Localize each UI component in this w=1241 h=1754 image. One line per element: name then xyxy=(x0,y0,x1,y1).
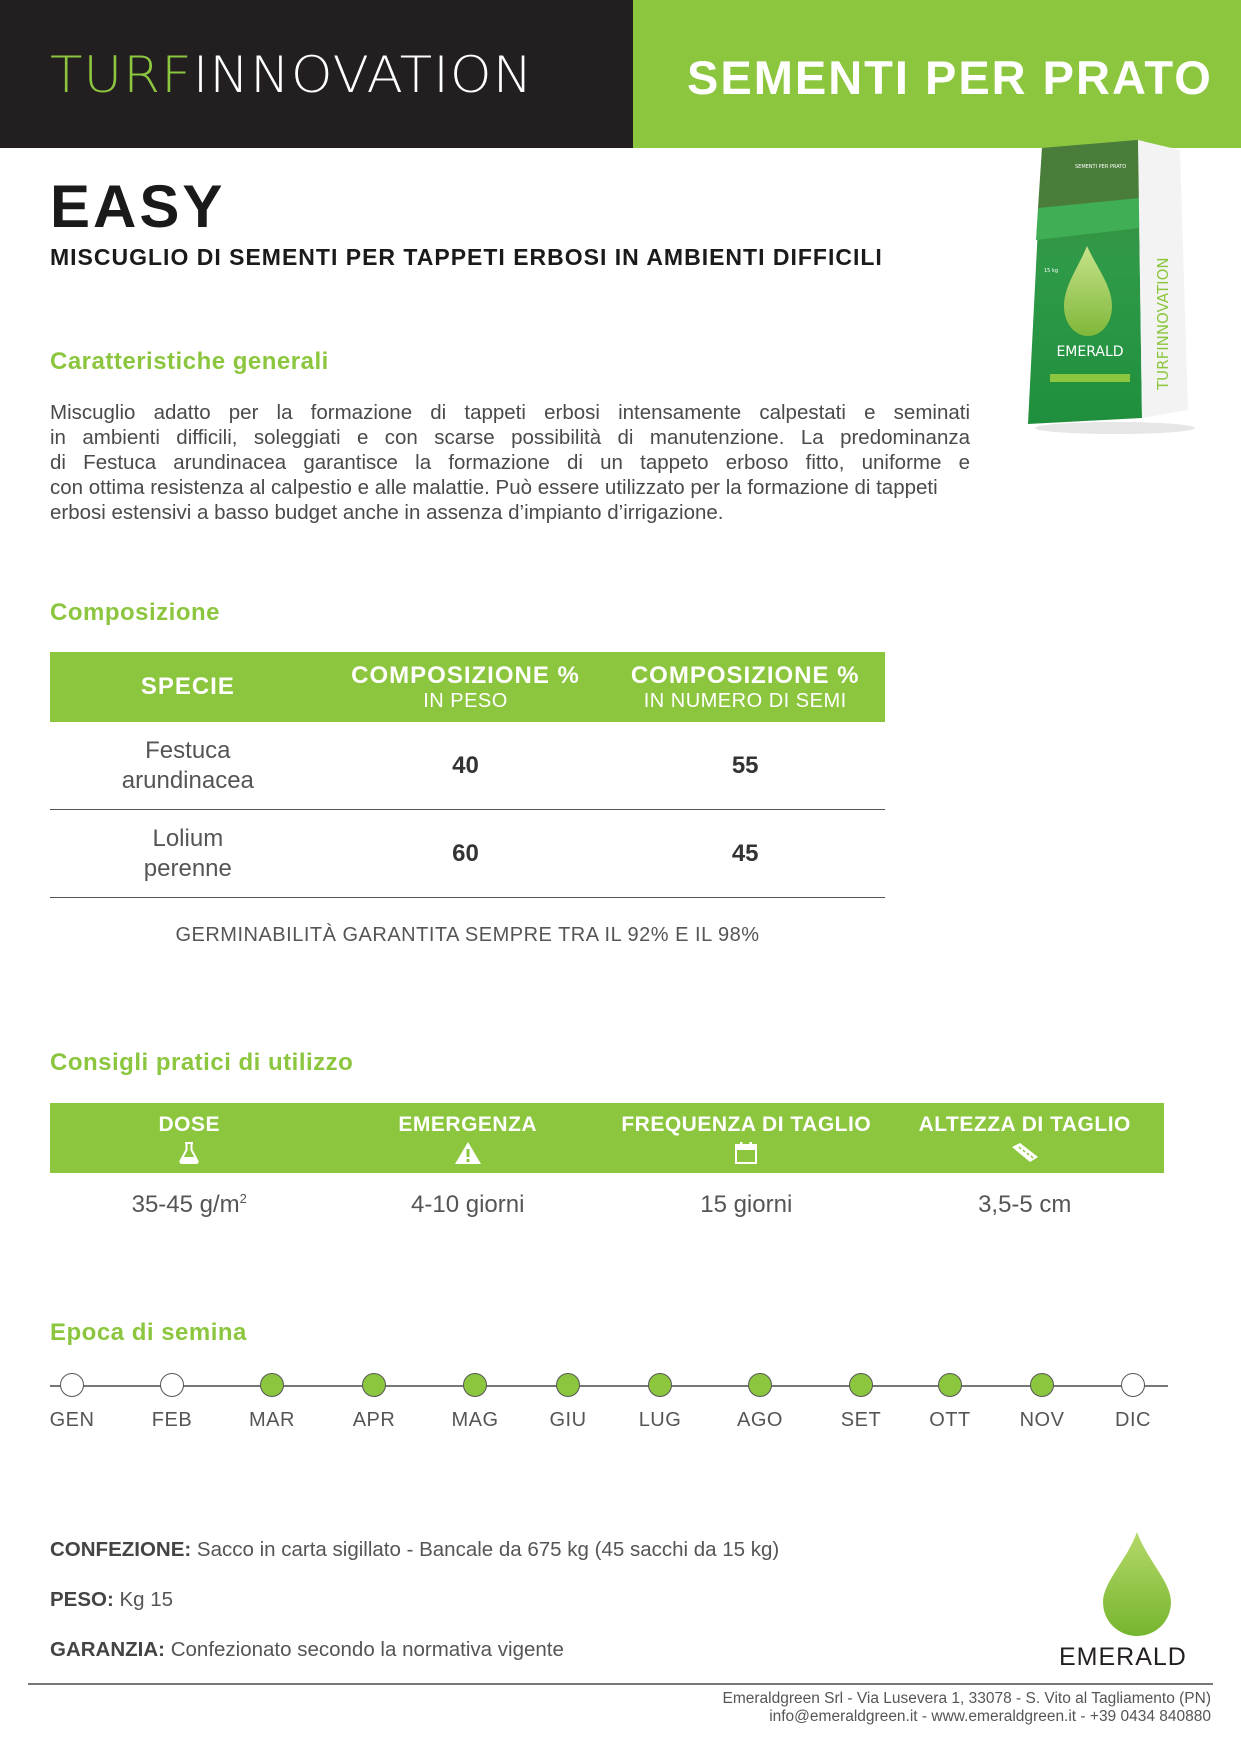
tip-height-header xyxy=(886,1103,1165,1173)
month-dot xyxy=(160,1373,184,1397)
month-label: APR xyxy=(352,1409,396,1431)
turfinnovation-logo xyxy=(50,46,533,104)
tips-table xyxy=(50,1103,1164,1219)
header-seeds-main: COMPOSIZIONE % xyxy=(630,661,860,689)
warning-icon xyxy=(454,1141,482,1165)
tip-dose-value xyxy=(50,1191,329,1219)
month-label: LUG xyxy=(638,1409,682,1431)
species-cell xyxy=(50,810,326,897)
month-dot xyxy=(260,1373,284,1397)
month-dic xyxy=(1098,1370,1168,1432)
header-species: SPECIE xyxy=(140,673,235,700)
tip-frequency-header xyxy=(607,1103,886,1173)
header-brand-band xyxy=(0,0,633,148)
header-weight-sub: IN PESO xyxy=(423,689,508,712)
month-label: OTT xyxy=(929,1409,971,1431)
package-label: CONFEZIONE: xyxy=(50,1538,192,1561)
month-dot xyxy=(60,1373,84,1397)
month-mar xyxy=(237,1370,307,1432)
tip-height-label: ALTEZZA DI TAGLIO xyxy=(918,1113,1131,1136)
month-dot xyxy=(849,1373,873,1397)
month-label: FEB xyxy=(151,1409,193,1431)
bag-vertical-brand: TURFINNOVATION xyxy=(1154,257,1172,390)
species-name-line1: Festuca xyxy=(145,736,231,764)
flask-icon xyxy=(178,1141,200,1165)
month-dot xyxy=(463,1373,487,1397)
bag-weight-label: 15 kg xyxy=(1044,268,1059,274)
tip-dose-header xyxy=(50,1103,329,1173)
month-dot xyxy=(362,1373,386,1397)
month-dot xyxy=(938,1373,962,1397)
table-row xyxy=(50,810,885,898)
weight-label: PESO: xyxy=(50,1588,114,1611)
header-seeds-sub: IN NUMERO DI SEMI xyxy=(643,689,847,712)
month-label: MAR xyxy=(249,1409,295,1431)
month-set xyxy=(826,1370,896,1432)
germination-note: GERMINABILITÀ GARANTITA SEMPRE TRA IL 92% E IL 98% xyxy=(175,924,760,946)
month-label: SET xyxy=(840,1409,882,1431)
month-mag xyxy=(440,1370,510,1432)
product-bag-image xyxy=(1020,128,1200,438)
emerald-wordmark: EMERALD xyxy=(1059,1643,1187,1671)
warranty-info xyxy=(50,1638,564,1662)
species-name-line1: Lolium xyxy=(152,824,224,852)
month-ago xyxy=(725,1370,795,1432)
footer-divider xyxy=(28,1683,1213,1685)
month-label: NOV xyxy=(1019,1409,1065,1431)
description-line-1: Miscuglio adatto per la formazione di tappeti erbosi intensamente calpestati e seminati xyxy=(50,401,970,424)
section-title-sowing: Epoca di semina xyxy=(50,1319,247,1346)
weight-cell: 60 xyxy=(452,839,479,867)
emerald-drop-icon xyxy=(1097,1530,1177,1638)
product-name: EASY xyxy=(50,173,226,240)
tip-height-value: 3,5-5 cm xyxy=(978,1191,1072,1218)
tip-emergence-value: 4-10 giorni xyxy=(411,1191,525,1218)
month-label: AGO xyxy=(737,1409,783,1431)
month-nov xyxy=(1007,1370,1077,1432)
footer-contacts: info@emeraldgreen.it - www.emeraldgreen.it - +39 0434 840880 xyxy=(769,1708,1211,1725)
warranty-value: Confezionato secondo la normativa vigente xyxy=(170,1638,564,1661)
package-value: Sacco in carta sigillato - Bancale da 675 kg (45 sacchi da 15 kg) xyxy=(196,1538,780,1561)
seeds-cell: 55 xyxy=(731,751,759,779)
species-name-line2: arundinacea xyxy=(121,766,254,794)
category-title: SEMENTI PER PRATO xyxy=(687,51,1213,104)
warranty-label: GARANZIA: xyxy=(50,1638,166,1661)
product-subtitle: MISCUGLIO DI SEMENTI PER TAPPETI ERBOSI IN AMBIENTI DIFFICILI xyxy=(50,244,883,270)
bag-brand: EMERALD xyxy=(1056,344,1124,360)
month-label: MAG xyxy=(451,1409,499,1431)
brand-innovation: INNOVATION xyxy=(192,46,534,104)
tip-frequency-label: FREQUENZA DI TAGLIO xyxy=(621,1113,872,1136)
composition-table xyxy=(50,652,885,898)
header-category-band xyxy=(633,0,1241,148)
tip-dose-label: DOSE xyxy=(158,1113,220,1136)
tip-emergence-header xyxy=(329,1103,608,1173)
weight-value: Kg 15 xyxy=(119,1588,174,1611)
month-label: DIC xyxy=(1115,1409,1151,1431)
sowing-timeline xyxy=(50,1370,1168,1440)
footer-address: Emeraldgreen Srl - Via Lusevera 1, 33078 - S. Vito al Tagliamento (PN) xyxy=(722,1690,1211,1707)
month-lug xyxy=(625,1370,695,1432)
package-info xyxy=(50,1538,779,1562)
bag-top-label: SEMENTI PER PRATO xyxy=(1075,164,1127,170)
composition-table-header xyxy=(50,652,885,722)
ruler-icon xyxy=(1010,1141,1040,1165)
seeds-cell: 45 xyxy=(731,839,759,867)
description-line-5: erbosi estensivi a basso budget anche in assenza d’impianto d’irrigazione. xyxy=(50,501,724,524)
tips-values xyxy=(50,1191,1164,1219)
table-row xyxy=(50,722,885,810)
month-dot xyxy=(556,1373,580,1397)
weight-info xyxy=(50,1588,173,1612)
tip-emergence-label: EMERGENZA xyxy=(398,1113,538,1136)
section-title-tips: Consigli pratici di utilizzo xyxy=(50,1049,354,1076)
timeline-line xyxy=(50,1385,1168,1387)
month-feb xyxy=(137,1370,207,1432)
general-description xyxy=(50,400,1050,525)
header-seeds xyxy=(605,652,885,722)
tip-frequency-value: 15 giorni xyxy=(700,1191,793,1218)
tips-table-header xyxy=(50,1103,1164,1173)
header-weight-main: COMPOSIZIONE % xyxy=(351,661,580,689)
month-label: GIU xyxy=(549,1409,587,1431)
month-dot xyxy=(1030,1373,1054,1397)
dose-unit-exponent: 2 xyxy=(239,1191,247,1206)
description-line-4: con ottima resistenza al calpestio e alle malattie. Può essere utilizzato per la formazione di tappeti xyxy=(50,476,938,499)
month-dot xyxy=(1121,1373,1145,1397)
header-weight xyxy=(326,652,606,722)
section-title-composition: Composizione xyxy=(50,599,221,626)
brand-turf: TURF xyxy=(50,46,193,104)
description-line-2: in ambienti difficili, soleggiati e con scarse possibilità di manutenzione. La predominanza xyxy=(50,426,970,449)
dose-value-text: 35-45 g/m xyxy=(131,1191,240,1218)
weight-cell: 40 xyxy=(452,751,479,779)
species-cell xyxy=(50,722,326,809)
month-ott xyxy=(915,1370,985,1432)
species-name-line2: perenne xyxy=(143,854,232,882)
month-giu xyxy=(533,1370,603,1432)
month-label: GEN xyxy=(49,1409,95,1431)
calendar-icon xyxy=(734,1141,758,1165)
month-dot xyxy=(748,1373,772,1397)
month-gen xyxy=(37,1370,107,1432)
section-title-general: Caratteristiche generali xyxy=(50,348,329,375)
month-dot xyxy=(648,1373,672,1397)
month-apr xyxy=(339,1370,409,1432)
description-line-3: di Festuca arundinacea garantisce la formazione di un tappeto erboso fitto, uniforme e xyxy=(50,451,970,474)
